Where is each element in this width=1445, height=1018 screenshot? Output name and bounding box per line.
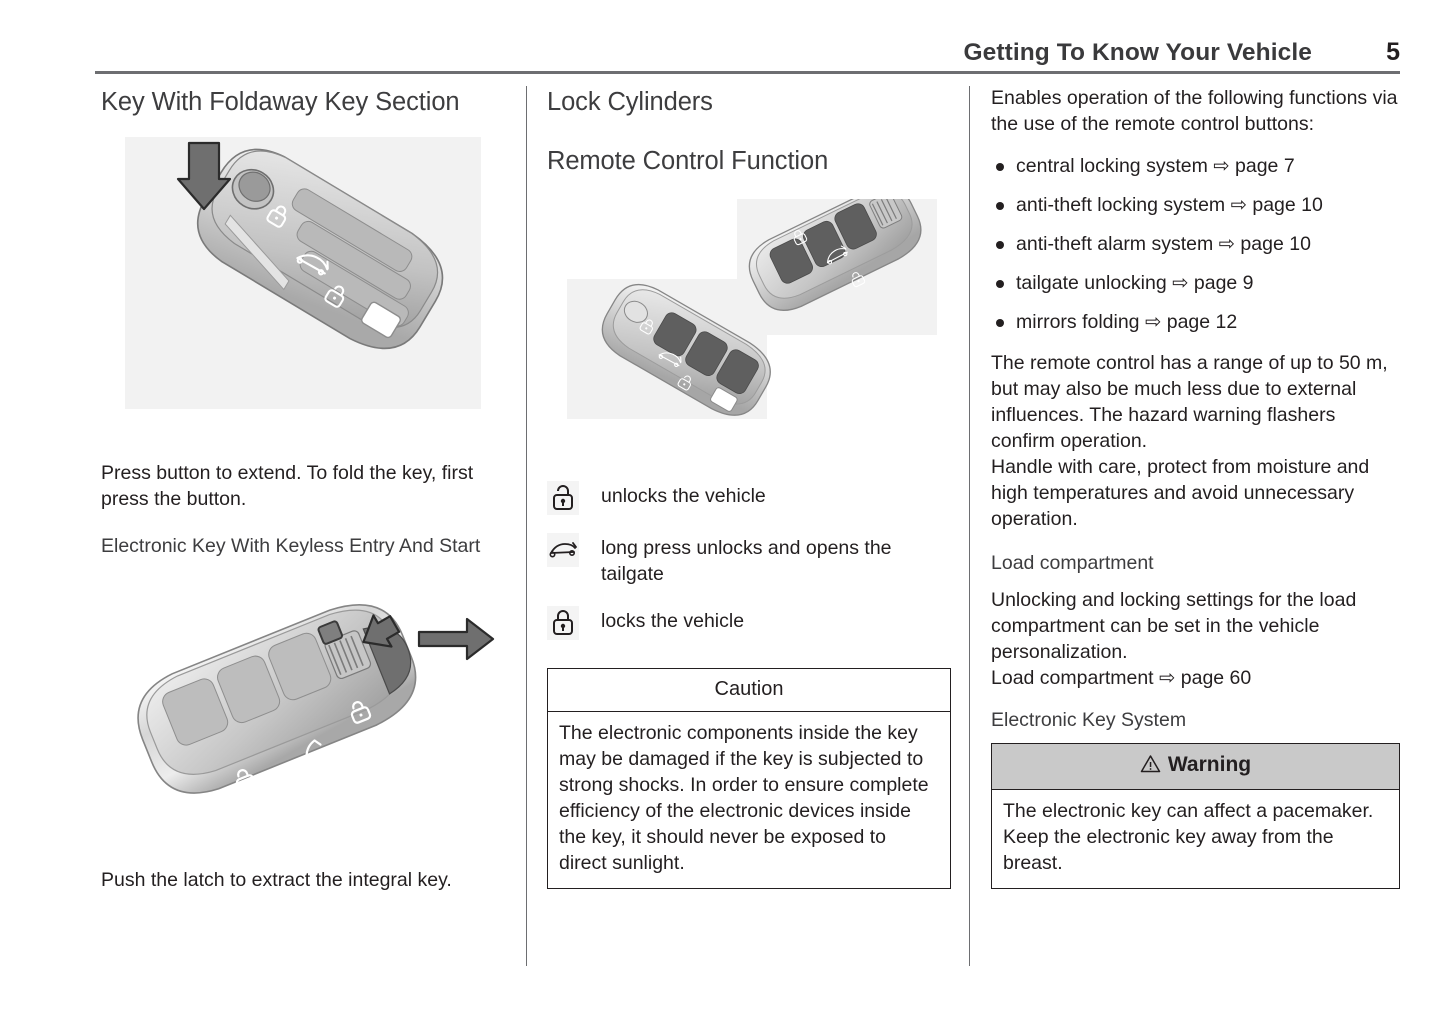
warning-box [991,743,1400,889]
list-item [991,193,1400,219]
electronic-key-fob-illustration [109,588,499,846]
page-reference [1145,311,1237,333]
warning-box-heading [992,744,1399,790]
warning-triangle-icon [1140,754,1161,779]
paragraph-remote-range: The remote control has a range of up to 50 m, but may also be much less due to external influences. The hazard warning flashers confirm operation. [991,352,1388,453]
list-item [991,232,1400,258]
arrow-icon: ⇨ [1172,271,1189,294]
paragraph-handle-with-care: Handle with care, protect from moisture and high temperatures and avoid unnecessary operation. [991,456,1370,530]
page-reference-label: page 12 [1166,310,1238,333]
figure-foldaway-key [125,137,481,409]
list-item-label: tailgate unlocking [1016,271,1167,294]
caution-box-body: The electronic components inside the key may be damaged if the key is subjected to strong shocks. In order to ensure complete efficiency of the electronic devices inside the key, it should never be exposed to direct sunlight. [559,721,929,874]
remote-functions-list [991,154,1400,336]
unlock-padlock-icon [547,481,579,515]
subsection-title-electronic-key: Electronic Key With Keyless Entry And Start [101,535,481,558]
list-item [991,154,1400,180]
left-column [101,86,501,894]
page-reference-label: page 10 [1240,232,1311,255]
list-item-label: mirrors folding [1016,310,1140,333]
right-column [991,86,1400,889]
legend-label-tailgate: long press unlocks and opens the tailgate [601,537,892,585]
page-reference [1213,155,1294,177]
section-title-key-with-foldaway-key: Key With Foldaway Key Section [101,88,460,116]
foldaway-key-fob-illustration [125,137,481,409]
figure-two-key-fobs [567,199,943,447]
list-item-label: anti-theft locking system [1016,193,1226,216]
paragraph-press-button: Press button to extend. To fold the key, first press the button. [101,461,474,510]
list-item-label: anti-theft alarm system [1016,232,1214,255]
section-title-lock-cylinders: Lock Cylinders [547,88,713,116]
list-item [991,310,1400,336]
page-reference [1172,272,1253,294]
subsection-title-electronic-key-system: Electronic Key System [991,708,1187,731]
list-item-label: central locking system [1016,154,1208,177]
warning-box-heading-label: Warning [1167,753,1252,777]
paragraph-push-latch: Push the latch to extract the integral key. [101,868,452,891]
paragraph-enables-operation: Enables operation of the following functions via the use of the remote control buttons: [991,87,1398,135]
subsection-title-load-compartment: Load compartment [991,551,1154,574]
legend-row-lock [547,606,951,640]
paragraph-load-compartment: Unlocking and locking settings for the load compartment can be set in the vehicle personalization. [991,589,1357,664]
warning-body-line-2: Keep the electronic key away from the breast. [1003,826,1334,875]
page-reference [1231,194,1323,216]
page-reference-label: page 10 [1252,193,1323,216]
legend-row-unlock [547,481,951,515]
warning-body-line-1: The electronic key can affect a pacemaker. [1003,800,1374,823]
caution-box [547,668,951,889]
arrow-icon: ⇨ [1144,310,1162,333]
page-reference [1219,233,1311,255]
two-key-fobs-illustration [567,199,943,447]
subsection-title-remote-control-function: Remote Control Function [547,146,829,175]
arrow-icon: ⇨ [1218,232,1235,255]
caution-box-heading: Caution [548,669,950,712]
car-tailgate-icon [547,533,579,567]
page-header [95,38,1400,74]
right-arrow-indicator [415,610,493,670]
page-reference-label: page 9 [1193,271,1254,294]
page-title: Getting To Know Your Vehicle [963,39,1312,66]
legend-label-lock: locks the vehicle [601,609,745,632]
column-divider-right [969,86,970,966]
figure-electronic-key [109,588,499,846]
load-compartment-reference: Load compartment ⇨ page 60 [991,667,1252,690]
list-item [991,271,1400,297]
middle-column [547,86,951,889]
arrow-icon: ⇨ [1230,193,1247,216]
page-reference-label: page 7 [1235,154,1295,177]
lock-padlock-icon [547,606,579,640]
arrow-icon: ⇨ [1213,154,1230,177]
legend-row-tailgate [547,533,951,587]
warning-box-body [992,790,1399,888]
column-divider-left [526,86,527,966]
legend-label-unlock: unlocks the vehicle [601,485,766,508]
page-number: 5 [1386,38,1400,66]
